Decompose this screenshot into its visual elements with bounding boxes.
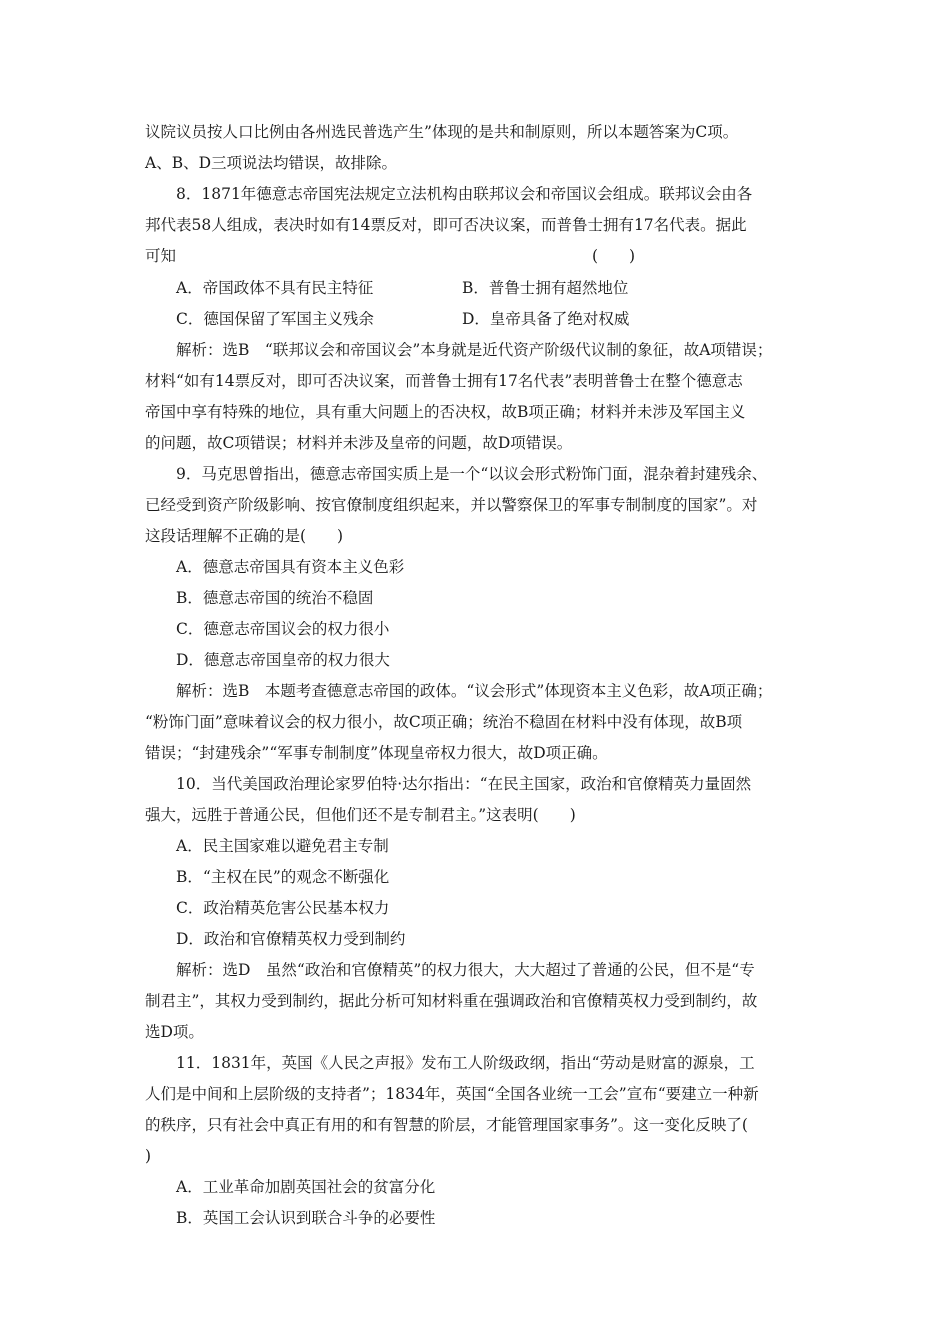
q10-stem-line-2: 强大，远胜于普通公民，但他们还不是专制君主。”这表明( ) <box>145 806 576 824</box>
q10-option-d: D．政治和官僚精英权力受到制约 <box>176 930 406 948</box>
q8-stem-line-2: 邦代表58人组成，表决时如有14票反对，即可否决议案，而普鲁士拥有17名代表。据此 <box>145 216 747 234</box>
q9-option-d: D．德意志帝国皇帝的权力很大 <box>176 651 390 669</box>
q9-stem-line-1: 9．马克思曾指出，德意志帝国实质上是一个“以议会形式粉饰门面，混杂着封建残余、 <box>176 465 768 483</box>
q9-stem-line-3: 这段话理解不正确的是( ) <box>145 527 344 545</box>
q9-option-b: B．德意志帝国的统治不稳固 <box>176 589 374 607</box>
q11-stem-line-2: 人们是中间和上层阶级的支持者”；1834年，英国“全国各业统一工会”宣布“要建立一种新 <box>145 1085 759 1103</box>
q10-stem-line-1: 10．当代美国政治理论家罗伯特·达尔指出：“在民主国家，政治和官僚精英力量固然 <box>176 775 752 793</box>
q10-analysis-line-3: 选D项。 <box>145 1023 204 1041</box>
continuation-line-2: A、B、D三项说法均错误，故排除。 <box>145 154 398 172</box>
q8-analysis-line-3: 帝国中享有特殊的地位，具有重大问题上的否决权，故B项正确；材料并未涉及军国主义 <box>145 403 746 421</box>
q8-option-c: C．德国保留了军国主义残余 <box>176 310 374 328</box>
q11-stem-line-3: 的秩序，只有社会中真正有用的和有智慧的阶层，才能管理国家事务”。这一变化反映了( <box>145 1116 748 1134</box>
q8-answer-paren: ( ) <box>592 247 636 265</box>
q8-option-a: A．帝国政体不具有民主特征 <box>176 279 374 297</box>
q11-stem-line-1: 11．1831年，英国《人民之声报》发布工人阶级政纲，指出“劳动是财富的源泉，工 <box>176 1054 755 1072</box>
q11-option-a: A．工业革命加剧英国社会的贫富分化 <box>176 1178 436 1196</box>
q8-stem-line-3 <box>145 246 176 266</box>
q9-option-a: A．德意志帝国具有资本主义色彩 <box>176 558 405 576</box>
q10-option-b: B．“主权在民”的观念不断强化 <box>176 868 390 886</box>
q8-stem-line-1: 8．1871年德意志帝国宪法规定立法机构由联邦议会和帝国议会组成。联邦议会由各 <box>176 185 753 203</box>
q8-analysis-line-4: 的问题，故C项错误；材料并未涉及皇帝的问题，故D项错误。 <box>145 434 573 452</box>
q10-option-a: A．民主国家难以避免君主专制 <box>176 837 389 855</box>
q8-analysis-line-1: 解析：选B “联邦议会和帝国议会”本身就是近代资产阶级代议制的象征，故A项错误； <box>176 341 773 359</box>
q10-option-c: C．政治精英危害公民基本权力 <box>176 899 390 917</box>
q9-stem-line-2: 已经受到资产阶级影响、按官僚制度组织起来，并以警察保卫的军事专制制度的国家”。对 <box>145 496 758 514</box>
q9-analysis-line-1: 解析：选B 本题考查德意志帝国的政体。“议会形式”体现资本主义色彩，故A项正确； <box>176 682 773 700</box>
q9-option-c: C．德意志帝国议会的权力很小 <box>176 620 390 638</box>
q10-analysis-line-2: 制君主”，其权力受到制约，据此分析可知材料重在强调政治和官僚精英权力受到制约，故 <box>145 992 758 1010</box>
q8-stem-text: 可知 <box>145 247 177 265</box>
q11-stem-line-4: ) <box>145 1147 152 1165</box>
q8-option-b: B．普鲁士拥有超然地位 <box>462 279 629 297</box>
continuation-line-1: 议院议员按人口比例由各州选民普选产生”体现的是共和制原则，所以本题答案为C项。 <box>145 123 739 141</box>
q9-analysis-line-3: 错误；“封建残余”“军事专制制度”体现皇帝权力很大，故D项正确。 <box>145 744 608 762</box>
q11-option-b: B．英国工会认识到联合斗争的必要性 <box>176 1209 436 1227</box>
q8-option-d: D．皇帝具备了绝对权威 <box>462 310 630 328</box>
q10-analysis-line-1: 解析：选D 虽然“政治和官僚精英”的权力很大，大大超过了普通的公民，但不是“专 <box>176 961 755 979</box>
q9-analysis-line-2: “粉饰门面”意味着议会的权力很小，故C项正确；统治不稳固在材料中没有体现，故B项 <box>145 713 743 731</box>
q8-analysis-line-2: 材料“如有14票反对，即可否决议案，而普鲁士拥有17名代表”表明普鲁士在整个德意志 <box>145 372 743 390</box>
